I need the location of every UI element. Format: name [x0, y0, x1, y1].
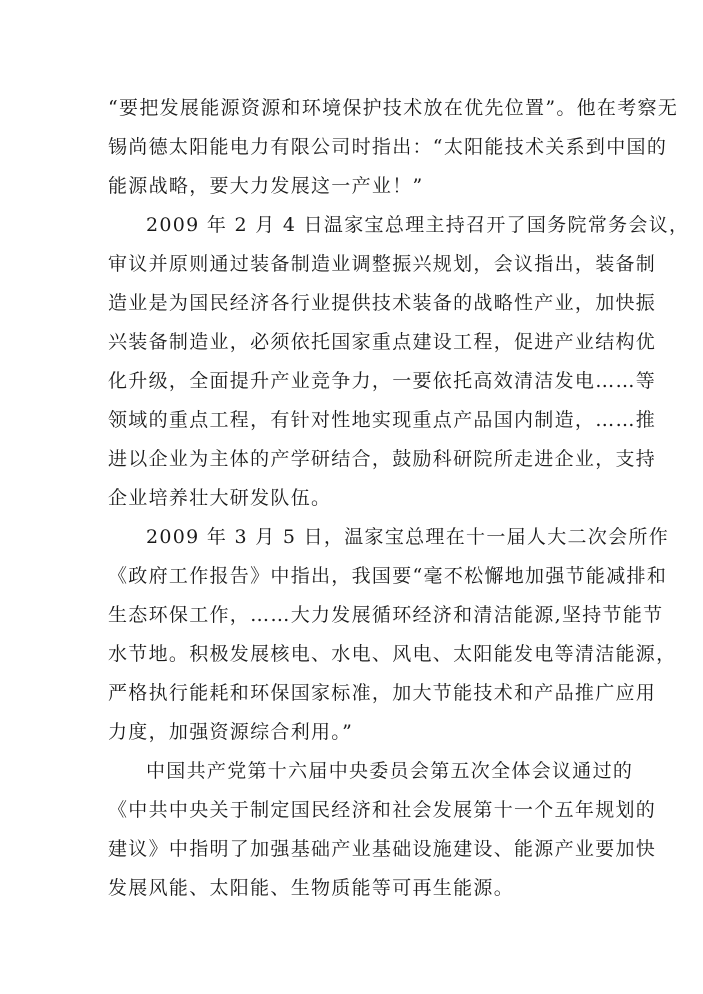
- text-line: “要把发展能源资源和环境保护技术放在优先位置”。他在考察无: [108, 97, 679, 119]
- text-line: 锡尚德太阳能电力有限公司时指出：“太阳能技术关系到中国的: [108, 136, 668, 158]
- text-line: 《政府工作报告》中指出，我国要“毫不松懈地加强节能减排和: [108, 565, 668, 587]
- text-line: 进以企业为主体的产学研结合，鼓励科研院所走进企业，支持: [108, 448, 657, 470]
- text-line: 企业培养壮大研发队伍。: [108, 487, 332, 509]
- text-line: 能源战略，要大力发展这一产业！”: [108, 175, 424, 197]
- text-line: 《中共中央关于制定国民经济和社会发展第十一个五年规划的: [108, 799, 657, 821]
- text-line: 领域的重点工程，有针对性地实现重点产品国内制造，……推: [108, 409, 657, 431]
- text-line: 发展风能、太阳能、生物质能等可再生能源。: [108, 877, 515, 899]
- text-line: 力度，加强资源综合利用。”: [108, 721, 354, 743]
- text-line: 严格执行能耗和环保国家标准，加大节能技术和产品推广应用: [108, 682, 657, 704]
- text-line: 造业是为国民经济各行业提供技术装备的战略性产业，加快振: [108, 292, 657, 314]
- text-line: 中国共产党第十六届中央委员会第五次全体会议通过的: [146, 760, 634, 782]
- text-line: 2009 年 2 月 4 日温家宝总理主持召开了国务院常务会议，: [146, 214, 690, 236]
- text-line: 审议并原则通过装备制造业调整振兴规划，会议指出，装备制: [108, 253, 657, 275]
- text-line: 化升级，全面提升产业竞争力，一要依托高效清洁发电……等: [108, 370, 657, 392]
- text-line: 兴装备制造业，必须依托国家重点建设工程，促进产业结构优: [108, 331, 657, 353]
- text-line: 建议》中指明了加强基础产业基础设施建设、能源产业要加快: [108, 838, 657, 860]
- text-line: 水节地。积极发展核电、水电、风电、太阳能发电等清洁能源，: [108, 643, 677, 665]
- text-line: 生态环保工作，……大力发展循环经济和清洁能源,坚持节能节: [108, 604, 664, 626]
- text-line: 2009 年 3 月 5 日，温家宝总理在十一届人大二次会所作: [146, 526, 670, 548]
